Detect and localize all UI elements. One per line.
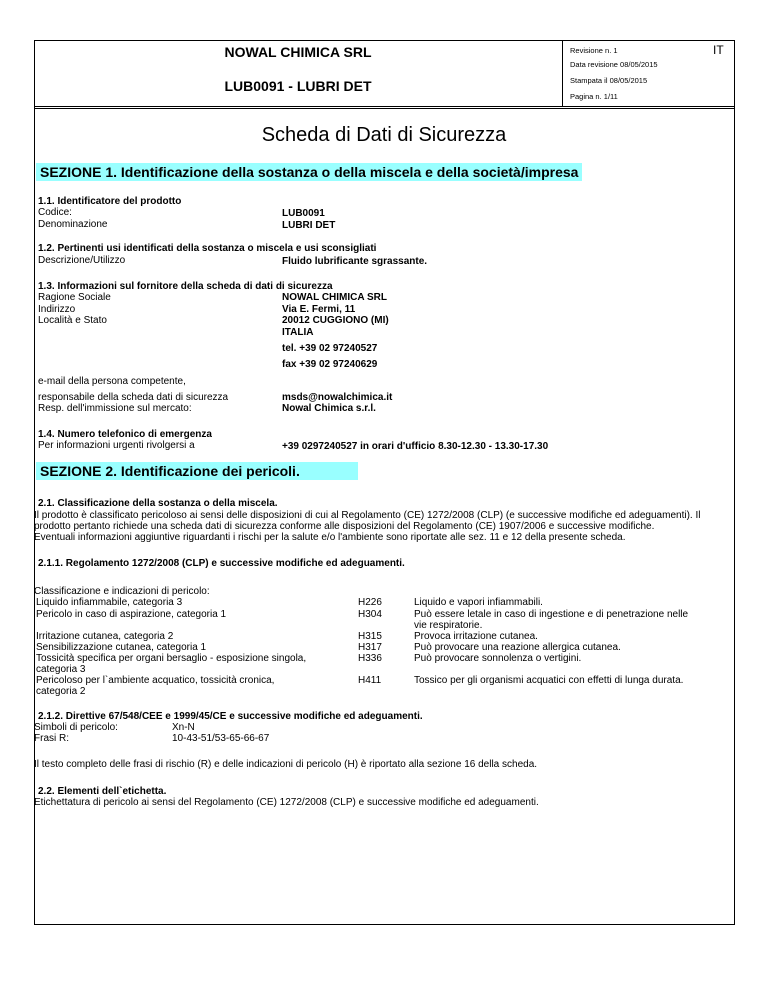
section-2-1-1-title: 2.1.1. Regolamento 1272/2008 (CLP) e successive modifiche ed adeguamenti. <box>38 558 405 569</box>
section-2-2-text: Etichettatura di pericolo ai sensi del Regolamento (CE) 1272/2008 (CLP) e successive modifiche ed adeguamenti. <box>34 797 539 808</box>
descrizione-label: Descrizione/Utilizzo <box>38 255 126 266</box>
ragione-value: NOWAL CHIMICA SRL <box>282 292 387 303</box>
hazard-category: Pericoloso per l`ambiente acquatico, tossicità cronica, <box>36 675 275 686</box>
hazard-description: Può provocare sonnolenza o vertigini. <box>414 653 582 664</box>
section-1-3-title: 1.3. Informazioni sul fornitore della scheda di dati di sicurezza <box>38 281 333 292</box>
hazard-description: Può provocare una reazione allergica cutanea. <box>414 642 621 653</box>
simboli-value: Xn-N <box>172 722 195 733</box>
section-1-heading: SEZIONE 1. Identificazione della sostanza o della miscela e della società/impresa <box>40 164 579 180</box>
hazard-category-cont: categoria 3 <box>36 664 86 675</box>
section-2-2-title: 2.2. Elementi dell`etichetta. <box>38 786 167 797</box>
hazard-code: H411 <box>358 675 382 686</box>
hazard-category: Irritazione cutanea, categoria 2 <box>36 631 174 642</box>
responsabile-label: responsabile della scheda dati di sicurezza <box>38 392 229 403</box>
section-1-heading-band <box>36 163 582 181</box>
hazard-code: H336 <box>358 653 382 664</box>
header-divider <box>562 40 563 106</box>
hazard-code: H226 <box>358 597 382 608</box>
full-text-note: Il testo completo delle frasi di rischio (R) e delle indicazioni di pericolo (H) è riportato alla sezione 16 della scheda. <box>34 759 538 770</box>
hazard-description: Liquido e vapori infiammabili. <box>414 597 543 608</box>
hazard-code: H317 <box>358 642 382 653</box>
simboli-label: Simboli di pericolo: <box>34 722 118 733</box>
indirizzo-value: Via E. Fermi, 11 <box>282 304 356 315</box>
hazard-category: Pericolo in caso di aspirazione, categoria 1 <box>36 609 227 620</box>
resp-mercato-label: Resp. dell'immissione sul mercato: <box>38 403 192 414</box>
indirizzo-label: Indirizzo <box>38 304 76 315</box>
codice-label: Codice: <box>38 207 72 218</box>
section-2-1-line-1: Il prodotto è classificato pericoloso ai sensi delle disposizioni di cui al Regolamento (CE) 1272/2008 (CLP) (e successive modifiche ed adeguamenti). Il <box>34 510 701 521</box>
localita-value-city: 20012 CUGGIONO (MI) <box>282 315 389 326</box>
hazard-description-cont: vie respiratorie. <box>414 620 483 631</box>
revision-number: Revisione n. 1 <box>570 46 618 55</box>
frame-left-border <box>34 40 35 924</box>
telephone: tel. +39 02 97240527 <box>282 343 378 354</box>
page-title: Scheda di Dati di Sicurezza <box>261 124 507 146</box>
company-name: NOWAL CHIMICA SRL <box>224 44 372 60</box>
email-label: e-mail della persona competente, <box>38 376 186 387</box>
classification-intro: Classificazione e indicazioni di pericolo: <box>34 586 210 597</box>
section-1-4-title: 1.4. Numero telefonico di emergenza <box>38 429 212 440</box>
denominazione-label: Denominazione <box>38 219 108 230</box>
hazard-category: Tossicità specifica per organi bersaglio - esposizione singola, <box>36 653 307 664</box>
hazard-category-cont: categoria 2 <box>36 686 86 697</box>
hazard-description: Provoca irritazione cutanea. <box>414 631 538 642</box>
localita-value-country: ITALIA <box>282 327 314 338</box>
section-2-heading-band <box>36 462 358 480</box>
frame-right-border <box>734 40 735 924</box>
language-code: IT <box>713 43 724 57</box>
hazard-category: Liquido infiammabile, categoria 3 <box>36 597 183 608</box>
revision-date: Data revisione 08/05/2015 <box>570 60 658 69</box>
section-1-2-title: 1.2. Pertinenti usi identificati della sostanza o miscela e usi sconsigliati <box>38 243 377 254</box>
page-number: Pagina n. 1/11 <box>570 92 618 101</box>
section-2-heading: SEZIONE 2. Identificazione dei pericoli. <box>40 463 300 479</box>
frasi-label: Frasi R: <box>34 733 69 744</box>
frasi-value: 10-43-51/53-65-66-67 <box>172 733 270 744</box>
codice-value: LUB0091 <box>282 208 325 219</box>
fax: fax +39 02 97240629 <box>282 359 378 370</box>
frame-bottom-border <box>34 924 735 925</box>
localita-label: Località e Stato <box>38 315 107 326</box>
header-bottom-border-2 <box>34 108 734 109</box>
section-2-1-line-2: prodotto pertanto richiede una scheda dati di sicurezza conforme alle disposizioni del Regolamento (CE) 1907/2006 e successive modifiche. <box>34 521 655 532</box>
ragione-label: Ragione Sociale <box>38 292 111 303</box>
urgenti-label: Per informazioni urgenti rivolgersi a <box>38 440 195 451</box>
section-2-1-line-3: Eventuali informazioni aggiuntive riguardanti i rischi per la salute e/o l'ambiente sono riportate alle sez. 11 e 12 della presente scheda. <box>34 532 626 543</box>
email-link[interactable]: msds@nowalchimica.it <box>282 392 393 403</box>
section-2-1-title: 2.1. Classificazione della sostanza o della miscela. <box>38 498 278 509</box>
section-2-1-2-title: 2.1.2. Direttive 67/548/CEE e 1999/45/CE e successive modifiche ed adeguamenti. <box>38 711 423 722</box>
denominazione-value: LUBRI DET <box>282 220 336 231</box>
header-bottom-border <box>34 106 734 107</box>
hazard-code: H304 <box>358 609 382 620</box>
hazard-description: Può essere letale in caso di ingestione e di penetrazione nelle <box>414 609 689 620</box>
section-1-1-title: 1.1. Identificatore del prodotto <box>38 196 182 207</box>
descrizione-value: Fluido lubrificante sgrassante. <box>282 256 428 267</box>
print-date: Stampata il 08/05/2015 <box>570 76 648 85</box>
hazard-code: H315 <box>358 631 382 642</box>
frame-top-border <box>34 40 734 41</box>
emergency-phone: +39 0297240527 in orari d'ufficio 8.30-12.30 - 13.30-17.30 <box>282 441 549 452</box>
resp-mercato-value: Nowal Chimica s.r.l. <box>282 403 376 414</box>
product-name: LUB0091 - LUBRI DET <box>224 78 372 94</box>
hazard-description: Tossico per gli organismi acquatici con effetti di lunga durata. <box>414 675 684 686</box>
hazard-category: Sensibilizzazione cutanea, categoria 1 <box>36 642 207 653</box>
